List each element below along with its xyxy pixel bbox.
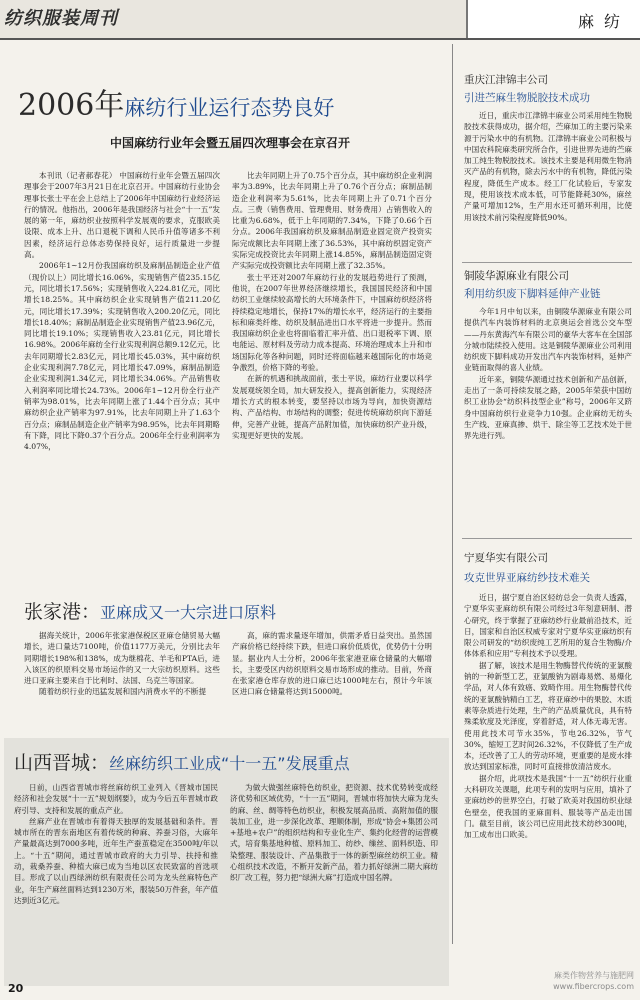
page-number: 20 [8,982,24,995]
paragraph: 在新的机遇和挑战面前，张士平说，麻纺行业要以科学发展观统领全局，加大研发投入，提高创新能力，实现经济增长方式的根本转变，要坚持以市场为导向，加快资源结构、产品结构、市场结构的调整；促进传统麻纺织向下游延伸，完善产业链，提高产品附加值，加快麻纺织产业升级，实现更好更快的发展。 [232,374,432,440]
article-1-column-2 [232,170,432,590]
sidebar-3-body [464,592,632,964]
headline-text: 麻纺行业运行态势良好 [124,96,335,120]
publication-logo: 纺织服装周刊 [4,8,118,29]
article-2-headline [24,597,424,623]
sidebar-1-body [464,110,632,256]
sidebar-1-title: 重庆江津锦丰公司 [464,74,548,86]
sidebar-2-title: 铜陵华源麻业有限公司 [464,270,569,282]
sidebar-3-title: 宁夏华实有限公司 [464,552,548,564]
article-1-headline [18,80,428,123]
paragraph: 丝麻产业在晋城市有着得天独厚的发展基础和条件。晋城市所在的晋东南地区有着传统的种麻、养蚕习俗，大麻年产量最高达到7000多吨，近年生产蚕茧稳定在3500吨/年以上。“十五”期间，通过晋城市政府的大力引导、扶持和推动，栽桑养蚕、种植大麻已成为当地以区农民致富的首选项目。形成了以山西绿洲纺织有限责任公司为龙头丝麻特色产业，年生产麻丝面料达到1230万米，服装50万件套，年产值达到近3亿元。 [14,816,218,905]
article-1-column-1 [24,170,220,590]
watermark-line-2: www.fibercrops.com [553,982,634,991]
paragraph: 近年来，铜陵华源通过技术创新和产品创新，走出了一条可持续发展之路，2005年荣获中国纺织工业协会“纺织科技型企业”称号，2006年又跻身中国麻纺织行业竞争力10强。企业麻纺无纺头生产线、亚麻真掺、烘干、除尘等工艺技术处于世界先进行列。 [464,374,632,441]
sidebar-2-body [464,306,632,532]
watermark-line-1: 麻类作物营养与施肥网 [554,971,634,980]
section-label [466,0,640,38]
paragraph: 张士平还对2007年麻纺行业的发展趋势进行了预测，他说，在2007年世界经济继续增长，我国国民经济和中国纺织工业继续较高增长的大环境条件下，中国麻纺织经济将持续稳定地增长，保持17%的增长水平，经济运行的主要指标和麻类纤维、纺织及制品进出口水平将进一步提升。然而我国麻纺织企业也将面临着汇率升值、出口退税率下调、原电能运、原材料及劳动力成本提高、环境治理成本上升和市场国际化等各种问题，同时还将面临越来越国际化的市场竞争激烈，价格下降的考验。 [232,272,432,373]
sidebar-2-subtitle: 利用纺织废下脚料延伸产业链 [464,288,601,300]
article-2-column-2 [232,630,432,730]
section-label-text: 麻纺 [578,12,631,31]
paragraph: 据介绍，此项技术是我国“十一五”纺织行业重大科研攻关课题，此项专利的发明与应用，填补了亚麻纺纱的世界空白，打破了欧美对我国纺织业绿色壁垒，使我国的亚麻面料、服装等产品走出国门。截至目前，该公司已应用此技术纺纱300吨，加工成布出口欧美。 [464,773,632,840]
article-3-column-2 [230,782,438,978]
paragraph: 日前，山西省晋城市将丝麻纺织工业列入《晋城市国民经济和社会发展“十一五”规划纲要》，成为今后五年晋城市政府引导、支持和发展的重点产业。 [14,783,218,815]
paragraph: 2006年1~12月份我国麻纺织及麻制品制造企业产值（现价以上）同比增长16.06%，实现销售产值235.15亿元，同比增长17.56%；实现销售收入224.81亿元，同比增长18.25%。其中麻纺织企业实现销售产值211.20亿元，同比增长17.39%；实现销售收入200.20亿元，同比增长18.40%；麻制品制造企业实现销售产值23.96亿元，同比增长19.10%；实现销售收入23.81亿元，同比增长16.98%。2006年麻纺全行业实现利润总额9.12亿元，比去年同期增长2.83亿元，同比增长45.03%，其中麻纺织企业实现利润7.78亿元，同比增长47.09%，麻制品制造企业实现利润1.34亿元，同比增长34.06%。产品销售收入利润率同比增长24.73%。2006年1~12月份全行业产销率为98.01%，比去年同期上涨了1.44个百分点；其中麻纺织企业产销率为97.91%，比去年同期上升了1.63个百分点；麻制品制造企业产销率为98.95%，比去年同期略有下降，同比下降0.37个百分点。2006年全行业利润率为4.07%， [24,261,220,452]
article-1-subtitle: 中国麻纺行业年会暨五届四次理事会在京召开 [109,136,350,150]
article-3-headline [14,748,444,774]
paragraph: 今年1月中旬以来，由铜陵华源麻业有限公司提供汽车内装饰材料的北京奥运会首选公交车型——丹东黄海汽车有限公司的豪华大客车在全国部分城市陆续投入使用。这是铜陵华源麻业公司利用纺织废下脚料成功开发出汽车内装饰材料，延伸产业链而取得的喜人业绩。 [464,307,632,373]
headline-topic: 丝麻纺织工业成“十一五”发展重点 [109,754,350,773]
paragraph: 随着纺织行业的迅猛发展和国内消费水平的不断提 [39,687,207,697]
paragraph: 本刊讯（记者郝春花） 中国麻纺行业年会暨五届四次理事会于2007年3月21日在北京召开。中国麻纺行业协会理事长张士平在会上总结上了2006年中国麻纺行业经济运行的情况。他指出，2006年是我国经济与社会“十一五”发展的第一年，麻纺织业按照科学发展观的要求，克服欧美设限、成本上升、出口退税下调和人民币升值等诸多不利因素，经济运行总体态势保持良好，运行质量进一步提高。 [24,171,220,260]
watermark [468,970,634,992]
sidebar-divider [462,262,632,263]
paragraph: 据了解，该技术是用生物酶替代传统的亚氯酸钠的一种新型工艺，亚氯酸钠为剧毒易燃、易爆化学品，对人体有致癌、致畸作用。用生物酶替代传统的亚氯酸钠精白工艺，将亚麻纱中的果胶、木质素等杂质进行处理，生产的产品质量优良，具有特殊柔软度及光泽度，穿着舒适，对人体无毒无害。使用此技术可节水35%，节电26.32%，节气30%，缩短工艺时间26.32%，不仅降低了生产成本，还改善了工人的劳动环境，更重要的是废水排放达到国家标准，同时可直接排放清洁废水。 [464,660,632,772]
headline-place: 山西晋城： [14,752,110,774]
sidebar-3-subtitle: 攻克世界亚麻纺纱技术难关 [464,572,590,584]
masthead-rule [0,38,640,40]
headline-place: 张家港： [24,601,101,623]
headline-topic: 亚麻成又一大宗进口原料 [100,603,277,622]
paragraph: 近日，重庆市江津锦丰麻业公司采用纯生物脱胶技术获得成功，据介绍，苎麻加工的主要污染来源于污染水中的有机物。江津锦丰麻业公司积极与中国农科院麻类研究所合作，引进世界先进的苎麻加工纯生物脱胶技术。该技术主要是利用微生物消灭产品的有机物，除去污水中的有机物，降低污染程度，降低生产成本。经工厂化试验后，专家发现，使用该技术成本低，可节能降耗30%，麻丝产量可增加12%，生产用水还可循环利用，比使用该技术前污染程度降低90%。 [464,111,632,222]
paragraph: 比去年同期上升了0.75个百分点，其中麻纺织企业利润率为3.89%，比去年同期上升了0.76个百分点；麻制品制造企业利润率为5.61%，比去年同期上升了0.71个百分点。三费（销售费用、管理费用、财务费用）占销售收入的比重为6.68%，低于上年同期的7.34%，下降了0.66个百分点。2006年我国麻纺织及麻制品制造业固定资产投资实际完成额比去年同期上涨了36.53%，其中麻纺织固定资产实际完成投资比去年同期上涨14.85%，麻制品制造固定资产实际完成投资额比去年同期上涨了32.35%。 [232,171,432,271]
sidebar-1-subtitle: 引进苎麻生物脱胶技术成功 [464,92,590,104]
sidebar-divider [462,538,632,539]
article-2-column-1 [24,630,220,730]
paragraph: 据海关统计，2006年张家港保税区亚麻仓储贸易大幅增长，进口量达7100吨，价值1177万美元，分别比去年同期增长198%和138%，成为继棉花、羊毛和PTA后，进入该区的织原料交易市场运作的又一大宗纺织原料。这些进口亚麻主要来自于比利时、法国、乌克兰等国家。 [24,631,220,686]
headline-year: 2006年 [18,88,125,123]
article-3-column-1 [14,782,218,978]
paragraph: 近日，据宁夏自治区轻纺总会一负责人透露，宁夏华实亚麻纺织有限公司经过3年刻意研制、潜心研究，终于掌握了亚麻纺纱行业最前沿技术，近日，国家和自治区权威专家对宁夏华实亚麻纺织有限公司研发的“纺织废纯工艺所用的复合生物酶/介体体系和应用”专利技术予以受理。 [464,593,632,659]
column-divider [452,44,453,944]
paragraph: 为做大做强丝麻特色纺织业，把资源、技术优势转变成经济优势和区域优势，“十一五”期间，晋城市将加快大麻为龙头的麻、丝、绸等特色纺织业，积极发展高品质、高附加值的服装加工业，进一步深化改革、理顺体制，形成“协会+集团公司+基地+农户”的组织结构和专业化生产、集约化经营的运营模式，培育集基地种植、原料加工、纺纱、缫丝、面料织造、印染整理、服装设计、产品集散于一体的新型麻丝纺织工业。精心组织技术改造，不断开发新产品，着力抓好绿洲二期大麻纺织厂改工程，努力把“绿洲大麻”打造成中国名牌。 [230,783,438,883]
paragraph: 高，麻的需求量逐年增加，供需矛盾日益突出。虽然国产麻价格已经持续下跌，但进口麻价低质优，优势仍十分明显。据业内人士分析，2006年张家港亚麻仓储量的大幅增长，主要受区内纺织原料交易市场形成的推动。目前，外商在张家港仓库存放的进口麻已达1000吨左右，预计今年该区进口麻仓储量将达到15000吨。 [232,631,432,697]
